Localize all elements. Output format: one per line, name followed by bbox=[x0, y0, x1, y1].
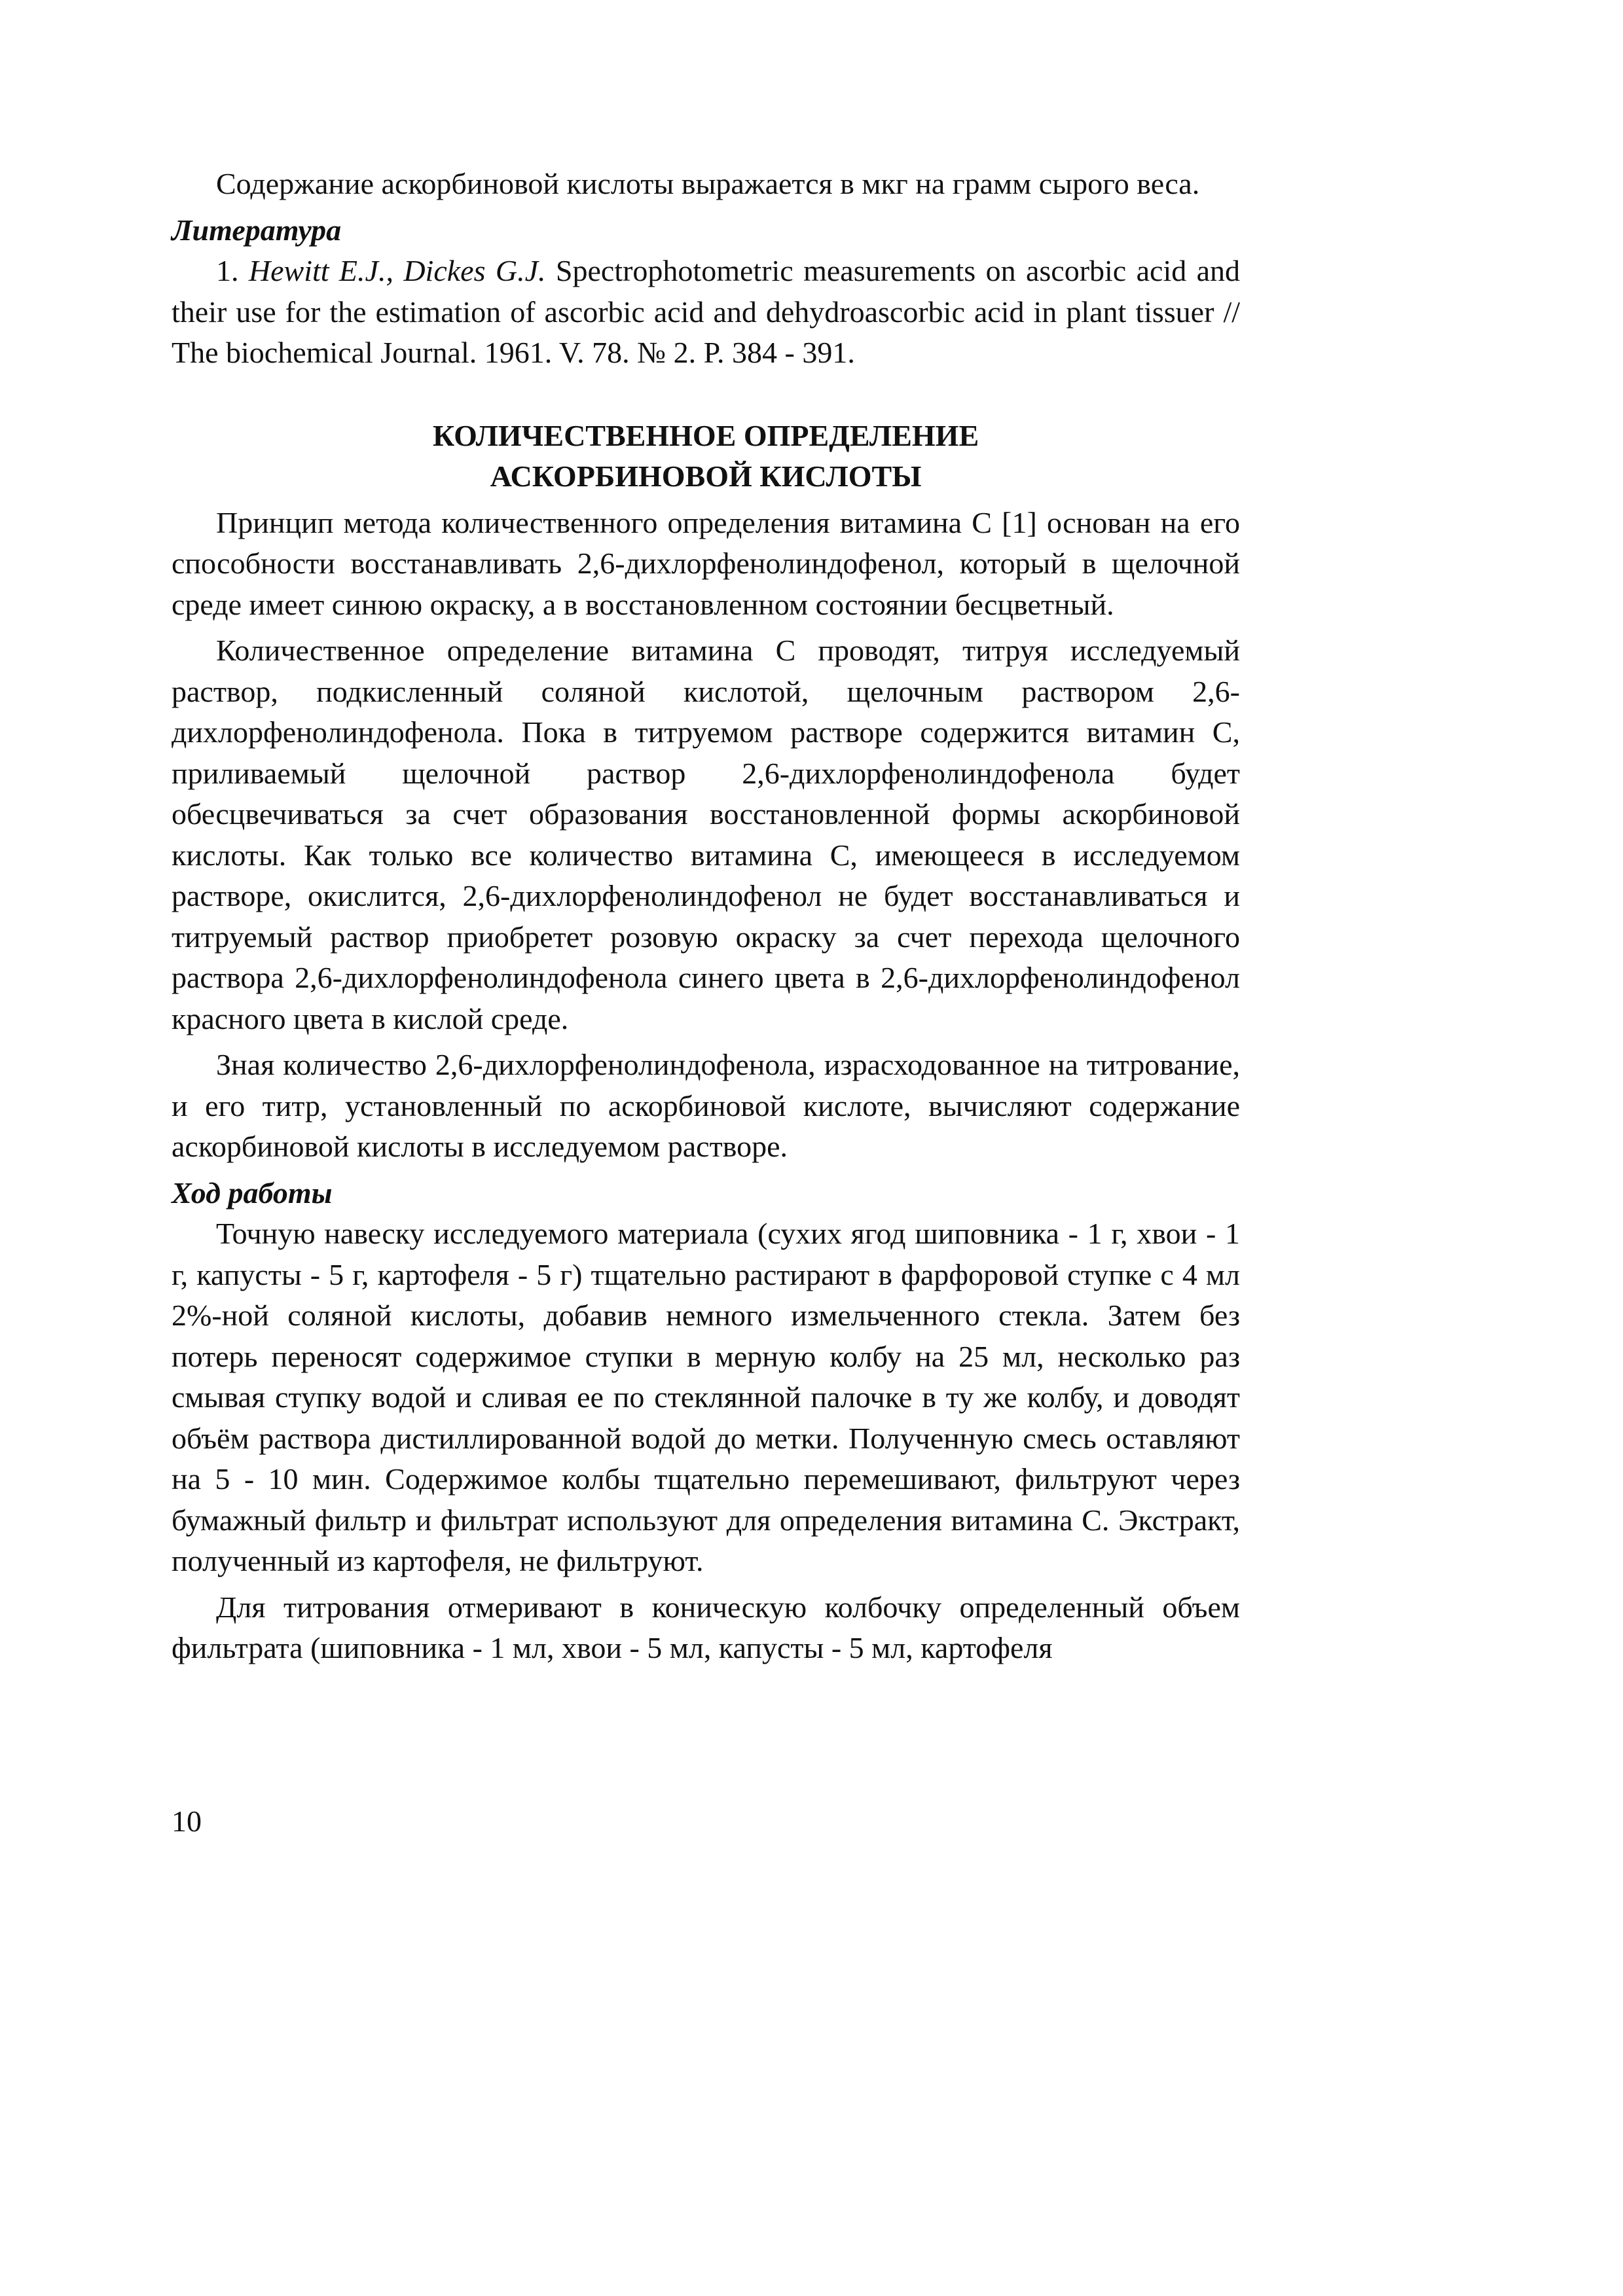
page-content bbox=[172, 164, 1240, 1669]
reference-item bbox=[172, 251, 1240, 374]
procedure-paragraph-titration: Для титрования отмеривают в коническую колбочку определенный объем фильтрата (шиповника - 1 мл, хвои - 5 мл, капусты - 5 мл, картофеля bbox=[172, 1590, 1240, 1664]
procedure-paragraph-preparation: Точную навеску исследуемого материала (сухих ягод шиповника - 1 г, хвои - 1 г, капусты - 5 г, картофеля - 5 г) тщательно растирают в фарфоровой ступке с 4 мл 2%-ной соляной кислоты, добавив немного измельченного стекла. Затем без потерь переносят содержимое ступки в мерную колбу на 25 мл, несколько раз смывая ступку водой и сливая ее по стеклянной палочке в ту же колбу, и доводят объём раствора дистиллированной водой до метки. Полученную смесь оставляют на 5 - 10 мин. Содержимое колбы тщательно перемешивают, фильтруют через бумажный фильтр и фильтрат используют для определения витамина С. Экстракт, полученный из картофеля, не фильтруют. bbox=[172, 1217, 1240, 1577]
reference-authors: Hewitt E.J., Dickes G.J. bbox=[248, 254, 546, 287]
section-title bbox=[172, 416, 1240, 497]
procedure-heading: Ход работы bbox=[172, 1175, 333, 1210]
intro-paragraph: Содержание аскорбиновой кислоты выражается в мкг на грамм сырого веса. bbox=[216, 167, 1200, 200]
section-paragraph-principle: Принцип метода количественного определения витамина С [1] основан на его способности восстанавливать 2,6-дихлорфенолиндофенол, который в щелочной среде имеет синюю окраску, а в восстановленном состоянии бесцветный. bbox=[172, 505, 1240, 621]
section-paragraph-titration: Количественное определение витамина С проводят, титруя исследуемый раствор, подкисленный соляной кислотой, щелочным раствором 2,6-дихлорфенолиндофенола. Пока в титруемом растворе содержится витамин С, приливаемый щелочной раствор 2,6-дихлорфенолиндофенола будет обесцвечиваться за счет образования восстановленной формы аскорбиновой кислоты. Как только все количество витамина С, имеющееся в исследуемом растворе, окислится, 2,6-дихлорфенолиндофенол не будет восстанавливаться и титруемый раствор приобретет розовую окраску за счет перехода щелочного раствора 2,6-дихлорфенолиндофенола синего цвета в 2,6-дихлорфенолиндофенол красного цвета в кислой среде. bbox=[172, 634, 1240, 1035]
section-title-line-2: АСКОРБИНОВОЙ КИСЛОТЫ bbox=[490, 459, 922, 493]
reference-text: Spectrophotometric measurements on ascorbic acid and their use for the estimation of ascorbic acid and dehydroascorbic acid in plant tissuer // The biochemical Journal. 1961. V. 78. № 2. P. 384 - 391. bbox=[172, 254, 1241, 369]
reference-number: 1. bbox=[216, 254, 239, 287]
section-title-line-1: КОЛИЧЕСТВЕННОЕ ОПРЕДЕЛЕНИЕ bbox=[432, 418, 979, 452]
literature-heading: Литература bbox=[172, 213, 342, 247]
page-number: 10 bbox=[172, 1804, 202, 1838]
section-paragraph-calculation: Зная количество 2,6-дихлорфенолиндофенола, израсходованное на титрование, и его титр, установленный по аскорбиновой кислоте, вычисляют содержание аскорбиновой кислоты в исследуемом растворе. bbox=[172, 1048, 1240, 1163]
